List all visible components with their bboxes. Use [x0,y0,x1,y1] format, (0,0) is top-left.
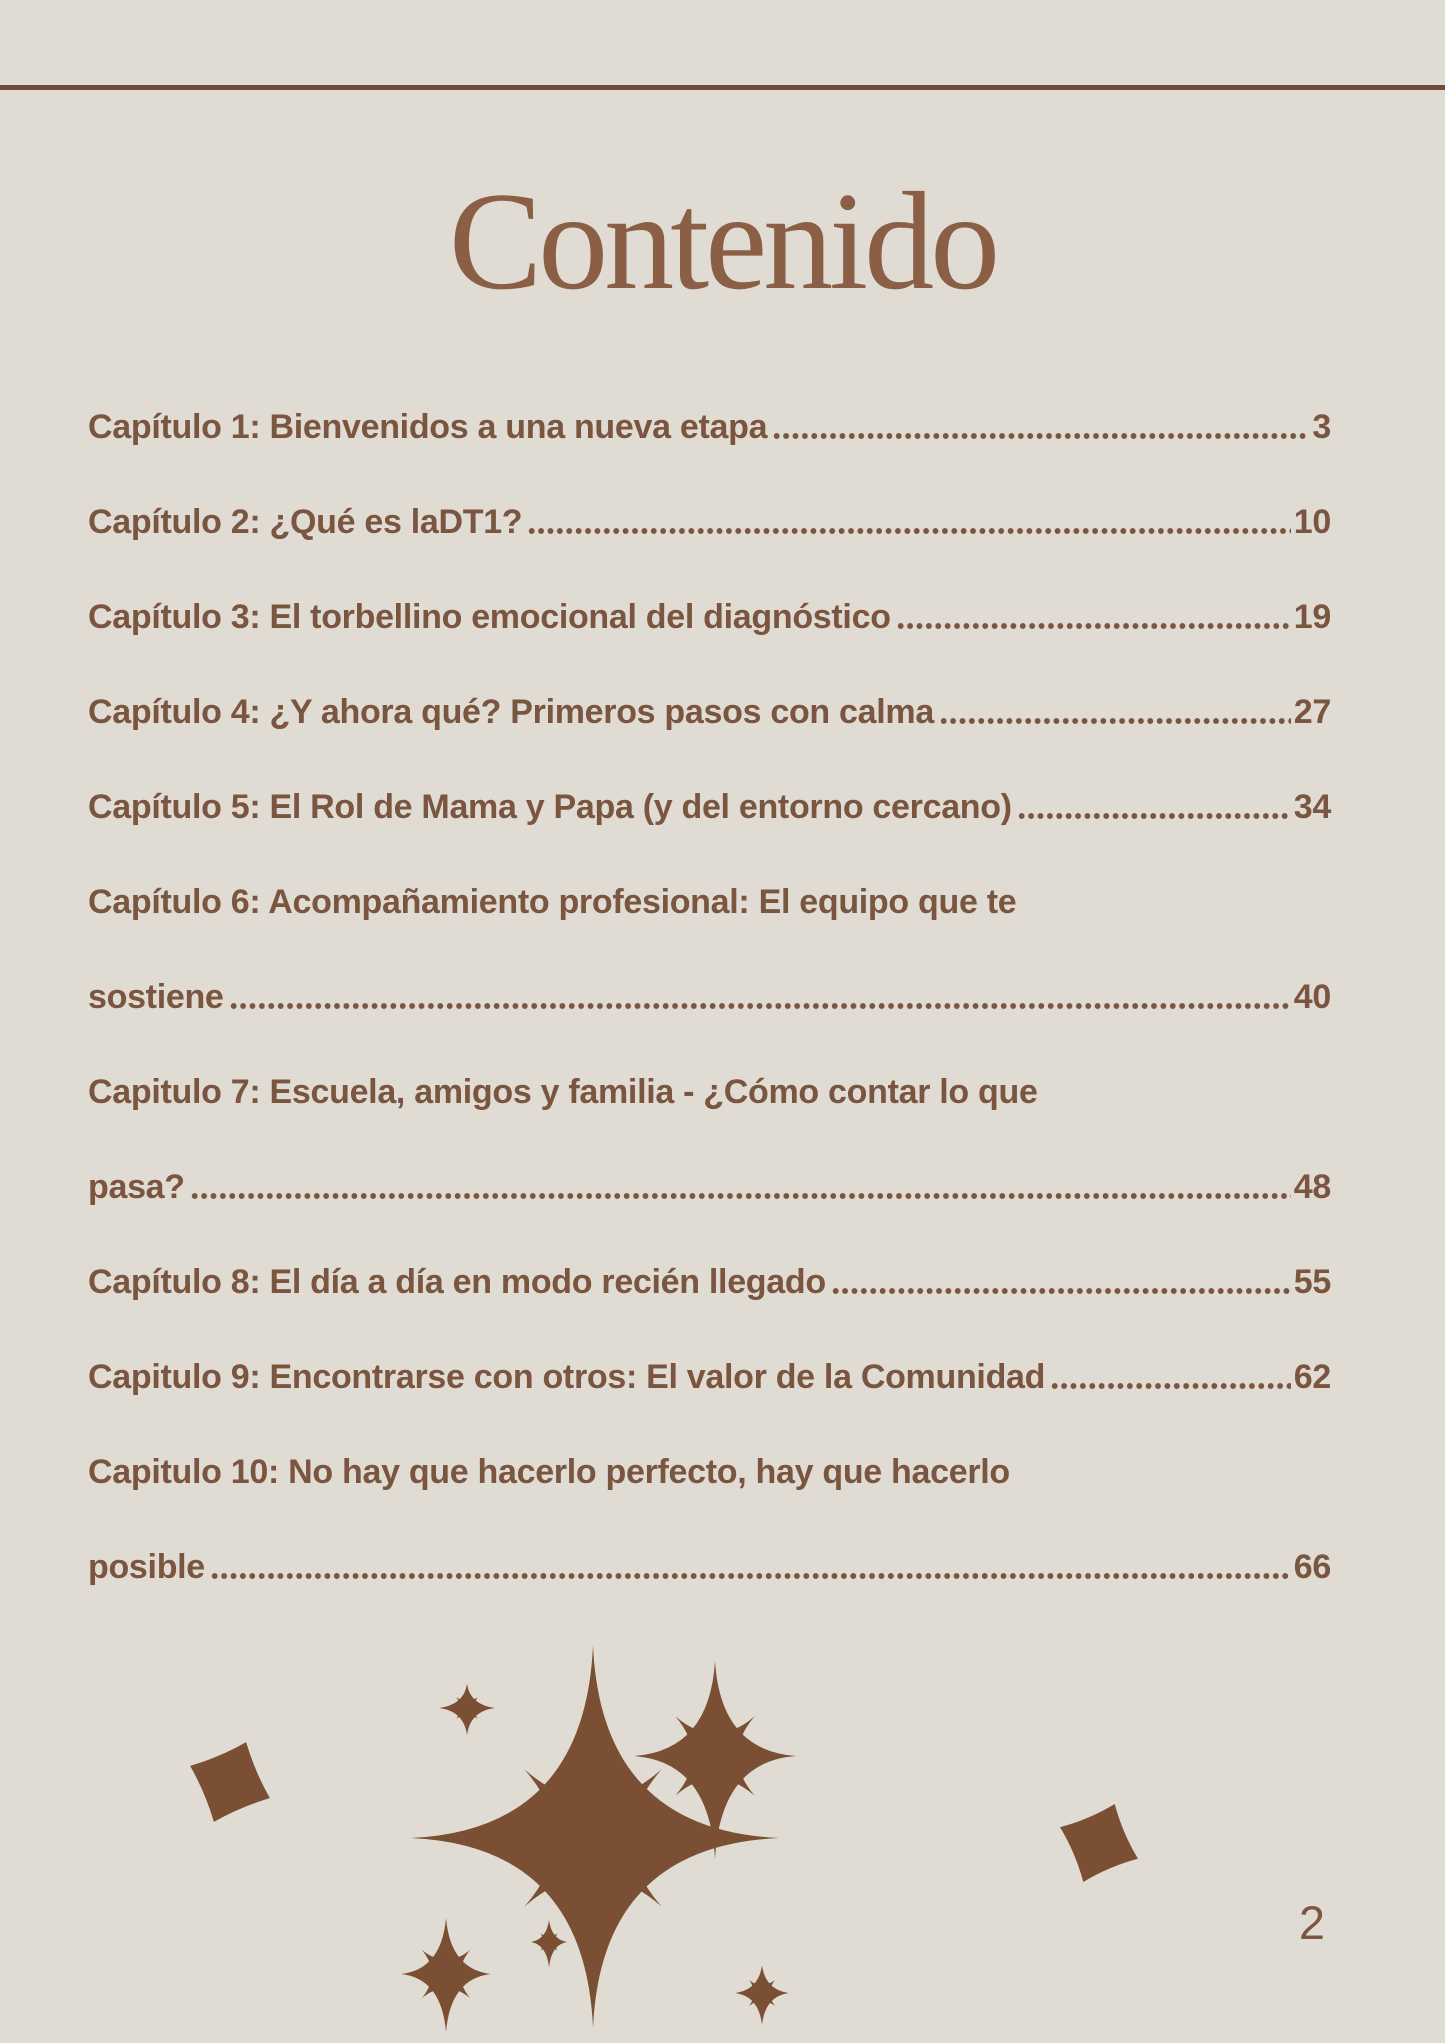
toc-entry-7-line-2 [88,1112,1331,1207]
toc-entry-title-continued: posible [88,1547,205,1586]
toc-entry-page: 48 [1293,1167,1331,1206]
toc-entry-title-continued: pasa? [88,1167,185,1206]
toc-entry-page: 55 [1293,1262,1331,1301]
toc-entry-title: Capítulo 6: Acompañamiento profesional: El equipo que te [88,882,1017,921]
diamond-sparkle-left-icon [174,1726,286,1838]
toc-entry-5 [88,732,1331,827]
toc-entry-title: Capitulo 10: No hay que hacerlo perfecto, hay que hacerlo [88,1452,1010,1491]
toc-entry-2 [88,447,1331,542]
large-sparkle-star-icon [411,1645,779,2028]
toc-entry-3 [88,542,1331,637]
toc-entry-10-line-1 [88,1397,1331,1492]
toc-entry-title: Capítulo 8: El día a día en modo recién llegado [88,1262,826,1301]
toc-entry-title-continued: sostiene [88,977,224,1016]
table-of-contents [88,352,1331,1587]
toc-entry-title: Capitulo 7: Escuela, amigos y familia - ¿Cómo contar lo que [88,1072,1038,1111]
dot-leader [210,1573,1291,1579]
diamond-sparkle-right-icon [1044,1788,1153,1897]
toc-entry-title: Capitulo 9: Encontrarse con otros: El valor de la Comunidad [88,1357,1046,1396]
bottom-right-sparkle-star-icon [735,1965,789,2025]
toc-entry-page: 62 [1293,1357,1331,1396]
dot-leader [229,1003,1291,1009]
toc-entry-title: Capítulo 1: Bienvenidos a una nueva etapa [88,407,768,446]
medium-sparkle-star-icon [634,1661,796,1859]
small-sparkle-star-icon [439,1684,495,1735]
toc-entry-title: Capítulo 2: ¿Qué es laDT1? [88,502,523,541]
toc-entry-9 [88,1302,1331,1397]
dot-leader [1050,1383,1291,1389]
toc-entry-title: Capítulo 4: ¿Y ahora qué? Primeros pasos con calma [88,692,934,731]
toc-entry-4 [88,637,1331,732]
bottom-left-sparkle-star-icon [398,1918,494,2032]
top-rule-divider [0,85,1445,90]
toc-entry-page: 3 [1312,407,1331,446]
tiny-sparkle-star-icon [531,1920,567,1967]
toc-entry-title: Capítulo 3: El torbellino emocional del diagnóstico [88,597,891,636]
dot-leader [1017,813,1291,819]
dot-leader [190,1193,1291,1199]
toc-entry-1 [88,352,1331,447]
toc-entry-10-line-2 [88,1492,1331,1587]
toc-entry-page: 19 [1293,597,1331,636]
toc-entry-8 [88,1207,1331,1302]
page-title: Contenido [448,164,997,319]
toc-entry-page: 66 [1293,1547,1331,1586]
toc-entry-page: 27 [1293,692,1331,731]
folio-page-number: 2 [1298,1896,1325,1949]
toc-entry-6-line-1 [88,827,1331,922]
toc-entry-page: 34 [1293,787,1331,826]
toc-entry-page: 40 [1293,977,1331,1016]
dot-leader [939,718,1291,724]
toc-entry-7-line-1 [88,1017,1331,1112]
toc-entry-page: 10 [1293,502,1331,541]
dot-leader [772,433,1309,439]
dot-leader [527,528,1291,534]
dot-leader [896,623,1291,629]
toc-entry-6-line-2 [88,922,1331,1017]
toc-entry-title: Capítulo 5: El Rol de Mama y Papa (y del entorno cercano) [88,787,1012,826]
dot-leader [831,1288,1291,1294]
